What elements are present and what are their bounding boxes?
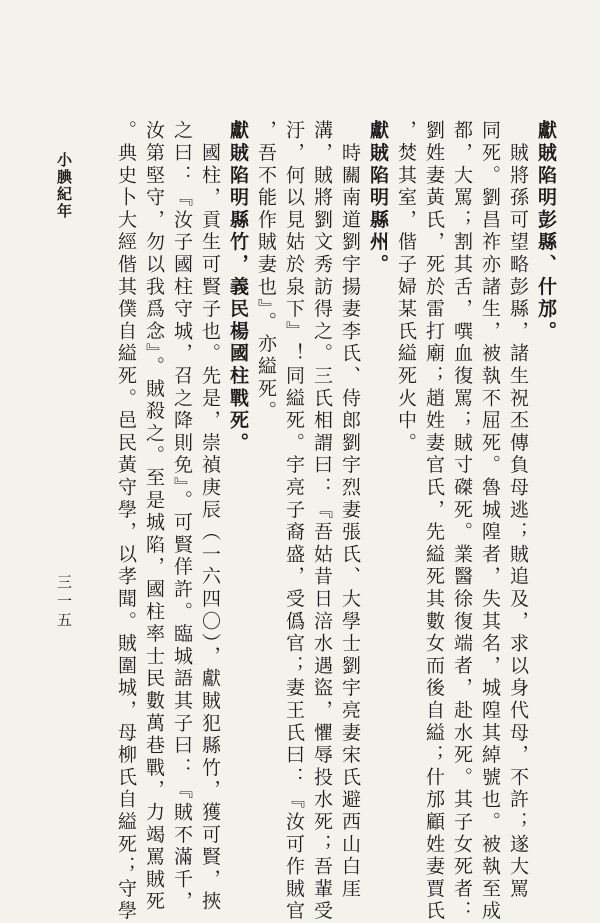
- body-text: [115, 120, 560, 923]
- text-column: 汙，何以見姑於泉下』！同縊死。宇亮子裔盛，受僞官；妻王氏曰：『汝可作賊官: [283, 120, 305, 923]
- page-number: 三一五: [55, 574, 73, 631]
- text-column: ，吾不能作賊妻也』。亦縊死。: [255, 120, 277, 423]
- text-column: 時關南道劉宇揚妻李氏、侍郎劉宇烈妻張氏、大學士劉宇亮妻宋氏避西山白厓: [339, 120, 361, 901]
- text-column: 同死。劉昌祚亦諸生，被執不屈死。魯城隍者，失其名，城隍其綽號也。被執至成: [479, 120, 501, 923]
- text-column: 汝第堅守，勿以我爲念』。賊殺之。至是城陷，國柱率士民數萬巷戰，力竭罵賊死: [143, 120, 165, 914]
- text-column: 。典史卜大經偕其僕自縊死。邑民黃守學，以孝聞。賊圍城，母柳氏自縊死；守學: [115, 120, 137, 923]
- text-column: 溝，賊將劉文秀訪得之。三氏相謂曰：『吾姑昔日涪水遇盜，懼辱投水死；吾輩受: [311, 120, 333, 923]
- text-column: 賊將孫可望略彭縣，諸生祝丕傳負母逃；賊追及，求以身代母，不許；遂大罵: [507, 120, 529, 901]
- text-column: 之曰：『汝子國柱守城，召之降則免』。可賢佯許。臨城語其子曰：『賊不滿千，: [171, 120, 193, 914]
- section-heading: 獻賊陷明縣州。: [367, 120, 389, 277]
- text-column: ，焚其室，偕子婦某氏縊死火中。: [395, 120, 417, 455]
- text-column: 都，大罵；割其舌，噀血復罵；賊寸磔死。業醫徐復端者，赴水死。其子女死者：: [451, 120, 473, 923]
- section-heading: 獻賊陷明縣竹，義民楊國柱戰死。: [227, 120, 249, 455]
- text-column: 劉姓妻黃氏，死於雷打廟；趙姓妻官氏，先縊死其數女而後自縊；什邡顧姓妻賈氏: [423, 120, 445, 923]
- running-header-title: 小腆紀年: [55, 152, 73, 220]
- section-heading: 獻賊陷明彭縣、什邡。: [535, 120, 557, 343]
- text-column: 國柱，貢生可賢子也。先是，崇禎庚辰（一六四〇），獻賊犯縣竹，獲可賢，挾: [199, 120, 221, 914]
